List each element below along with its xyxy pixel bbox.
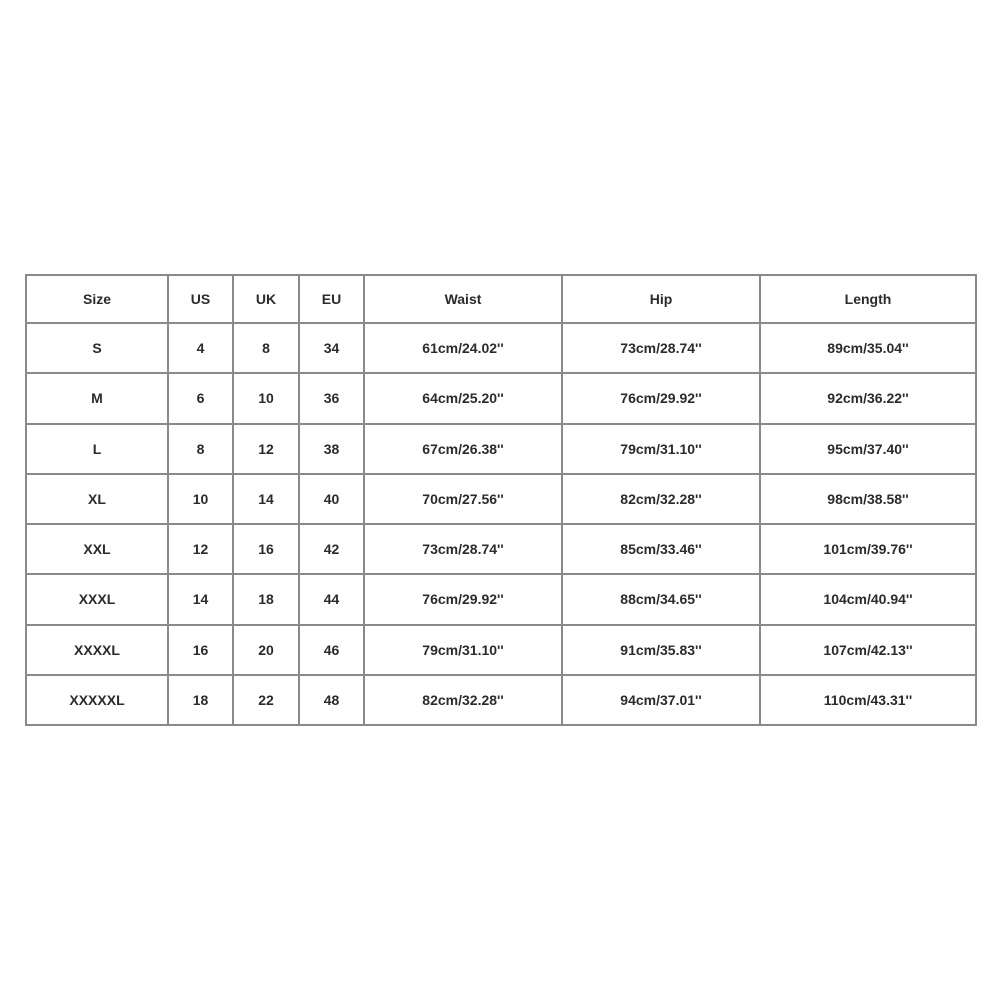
header-cell-eu: EU bbox=[299, 275, 364, 323]
table-row bbox=[26, 574, 976, 624]
cell-waist: 79cm/31.10'' bbox=[364, 625, 562, 675]
cell-us: 14 bbox=[168, 574, 233, 624]
header-cell-hip: Hip bbox=[562, 275, 760, 323]
table-row bbox=[26, 474, 976, 524]
header-cell-size: Size bbox=[26, 275, 168, 323]
cell-size: XXXL bbox=[26, 574, 168, 624]
cell-hip: 85cm/33.46'' bbox=[562, 524, 760, 574]
table-row bbox=[26, 373, 976, 423]
cell-size: XXXXXL bbox=[26, 675, 168, 725]
cell-length: 107cm/42.13'' bbox=[760, 625, 976, 675]
cell-length: 110cm/43.31'' bbox=[760, 675, 976, 725]
cell-hip: 94cm/37.01'' bbox=[562, 675, 760, 725]
cell-eu: 42 bbox=[299, 524, 364, 574]
size-chart-table bbox=[25, 274, 977, 726]
cell-uk: 14 bbox=[233, 474, 299, 524]
cell-hip: 76cm/29.92'' bbox=[562, 373, 760, 423]
cell-uk: 12 bbox=[233, 424, 299, 474]
table-row bbox=[26, 424, 976, 474]
cell-length: 89cm/35.04'' bbox=[760, 323, 976, 373]
cell-size: M bbox=[26, 373, 168, 423]
cell-length: 104cm/40.94'' bbox=[760, 574, 976, 624]
cell-uk: 22 bbox=[233, 675, 299, 725]
cell-eu: 36 bbox=[299, 373, 364, 423]
cell-uk: 8 bbox=[233, 323, 299, 373]
table-row bbox=[26, 675, 976, 725]
cell-hip: 73cm/28.74'' bbox=[562, 323, 760, 373]
cell-hip: 82cm/32.28'' bbox=[562, 474, 760, 524]
cell-waist: 82cm/32.28'' bbox=[364, 675, 562, 725]
header-row bbox=[26, 275, 976, 323]
cell-length: 92cm/36.22'' bbox=[760, 373, 976, 423]
cell-uk: 10 bbox=[233, 373, 299, 423]
cell-eu: 44 bbox=[299, 574, 364, 624]
cell-us: 8 bbox=[168, 424, 233, 474]
cell-us: 4 bbox=[168, 323, 233, 373]
cell-length: 95cm/37.40'' bbox=[760, 424, 976, 474]
cell-size: XL bbox=[26, 474, 168, 524]
cell-eu: 40 bbox=[299, 474, 364, 524]
cell-us: 6 bbox=[168, 373, 233, 423]
cell-size: XXXXL bbox=[26, 625, 168, 675]
cell-uk: 20 bbox=[233, 625, 299, 675]
table-row bbox=[26, 323, 976, 373]
cell-waist: 61cm/24.02'' bbox=[364, 323, 562, 373]
cell-waist: 73cm/28.74'' bbox=[364, 524, 562, 574]
cell-length: 101cm/39.76'' bbox=[760, 524, 976, 574]
cell-waist: 70cm/27.56'' bbox=[364, 474, 562, 524]
table-row bbox=[26, 524, 976, 574]
cell-uk: 18 bbox=[233, 574, 299, 624]
cell-eu: 48 bbox=[299, 675, 364, 725]
cell-eu: 38 bbox=[299, 424, 364, 474]
cell-eu: 34 bbox=[299, 323, 364, 373]
cell-us: 16 bbox=[168, 625, 233, 675]
cell-waist: 64cm/25.20'' bbox=[364, 373, 562, 423]
header-cell-length: Length bbox=[760, 275, 976, 323]
cell-length: 98cm/38.58'' bbox=[760, 474, 976, 524]
header-cell-waist: Waist bbox=[364, 275, 562, 323]
header-cell-us: US bbox=[168, 275, 233, 323]
cell-us: 10 bbox=[168, 474, 233, 524]
cell-waist: 76cm/29.92'' bbox=[364, 574, 562, 624]
cell-eu: 46 bbox=[299, 625, 364, 675]
header-cell-uk: UK bbox=[233, 275, 299, 323]
cell-us: 12 bbox=[168, 524, 233, 574]
cell-hip: 79cm/31.10'' bbox=[562, 424, 760, 474]
cell-hip: 88cm/34.65'' bbox=[562, 574, 760, 624]
cell-uk: 16 bbox=[233, 524, 299, 574]
table-row bbox=[26, 625, 976, 675]
cell-hip: 91cm/35.83'' bbox=[562, 625, 760, 675]
cell-us: 18 bbox=[168, 675, 233, 725]
cell-size: XXL bbox=[26, 524, 168, 574]
cell-waist: 67cm/26.38'' bbox=[364, 424, 562, 474]
cell-size: S bbox=[26, 323, 168, 373]
cell-size: L bbox=[26, 424, 168, 474]
